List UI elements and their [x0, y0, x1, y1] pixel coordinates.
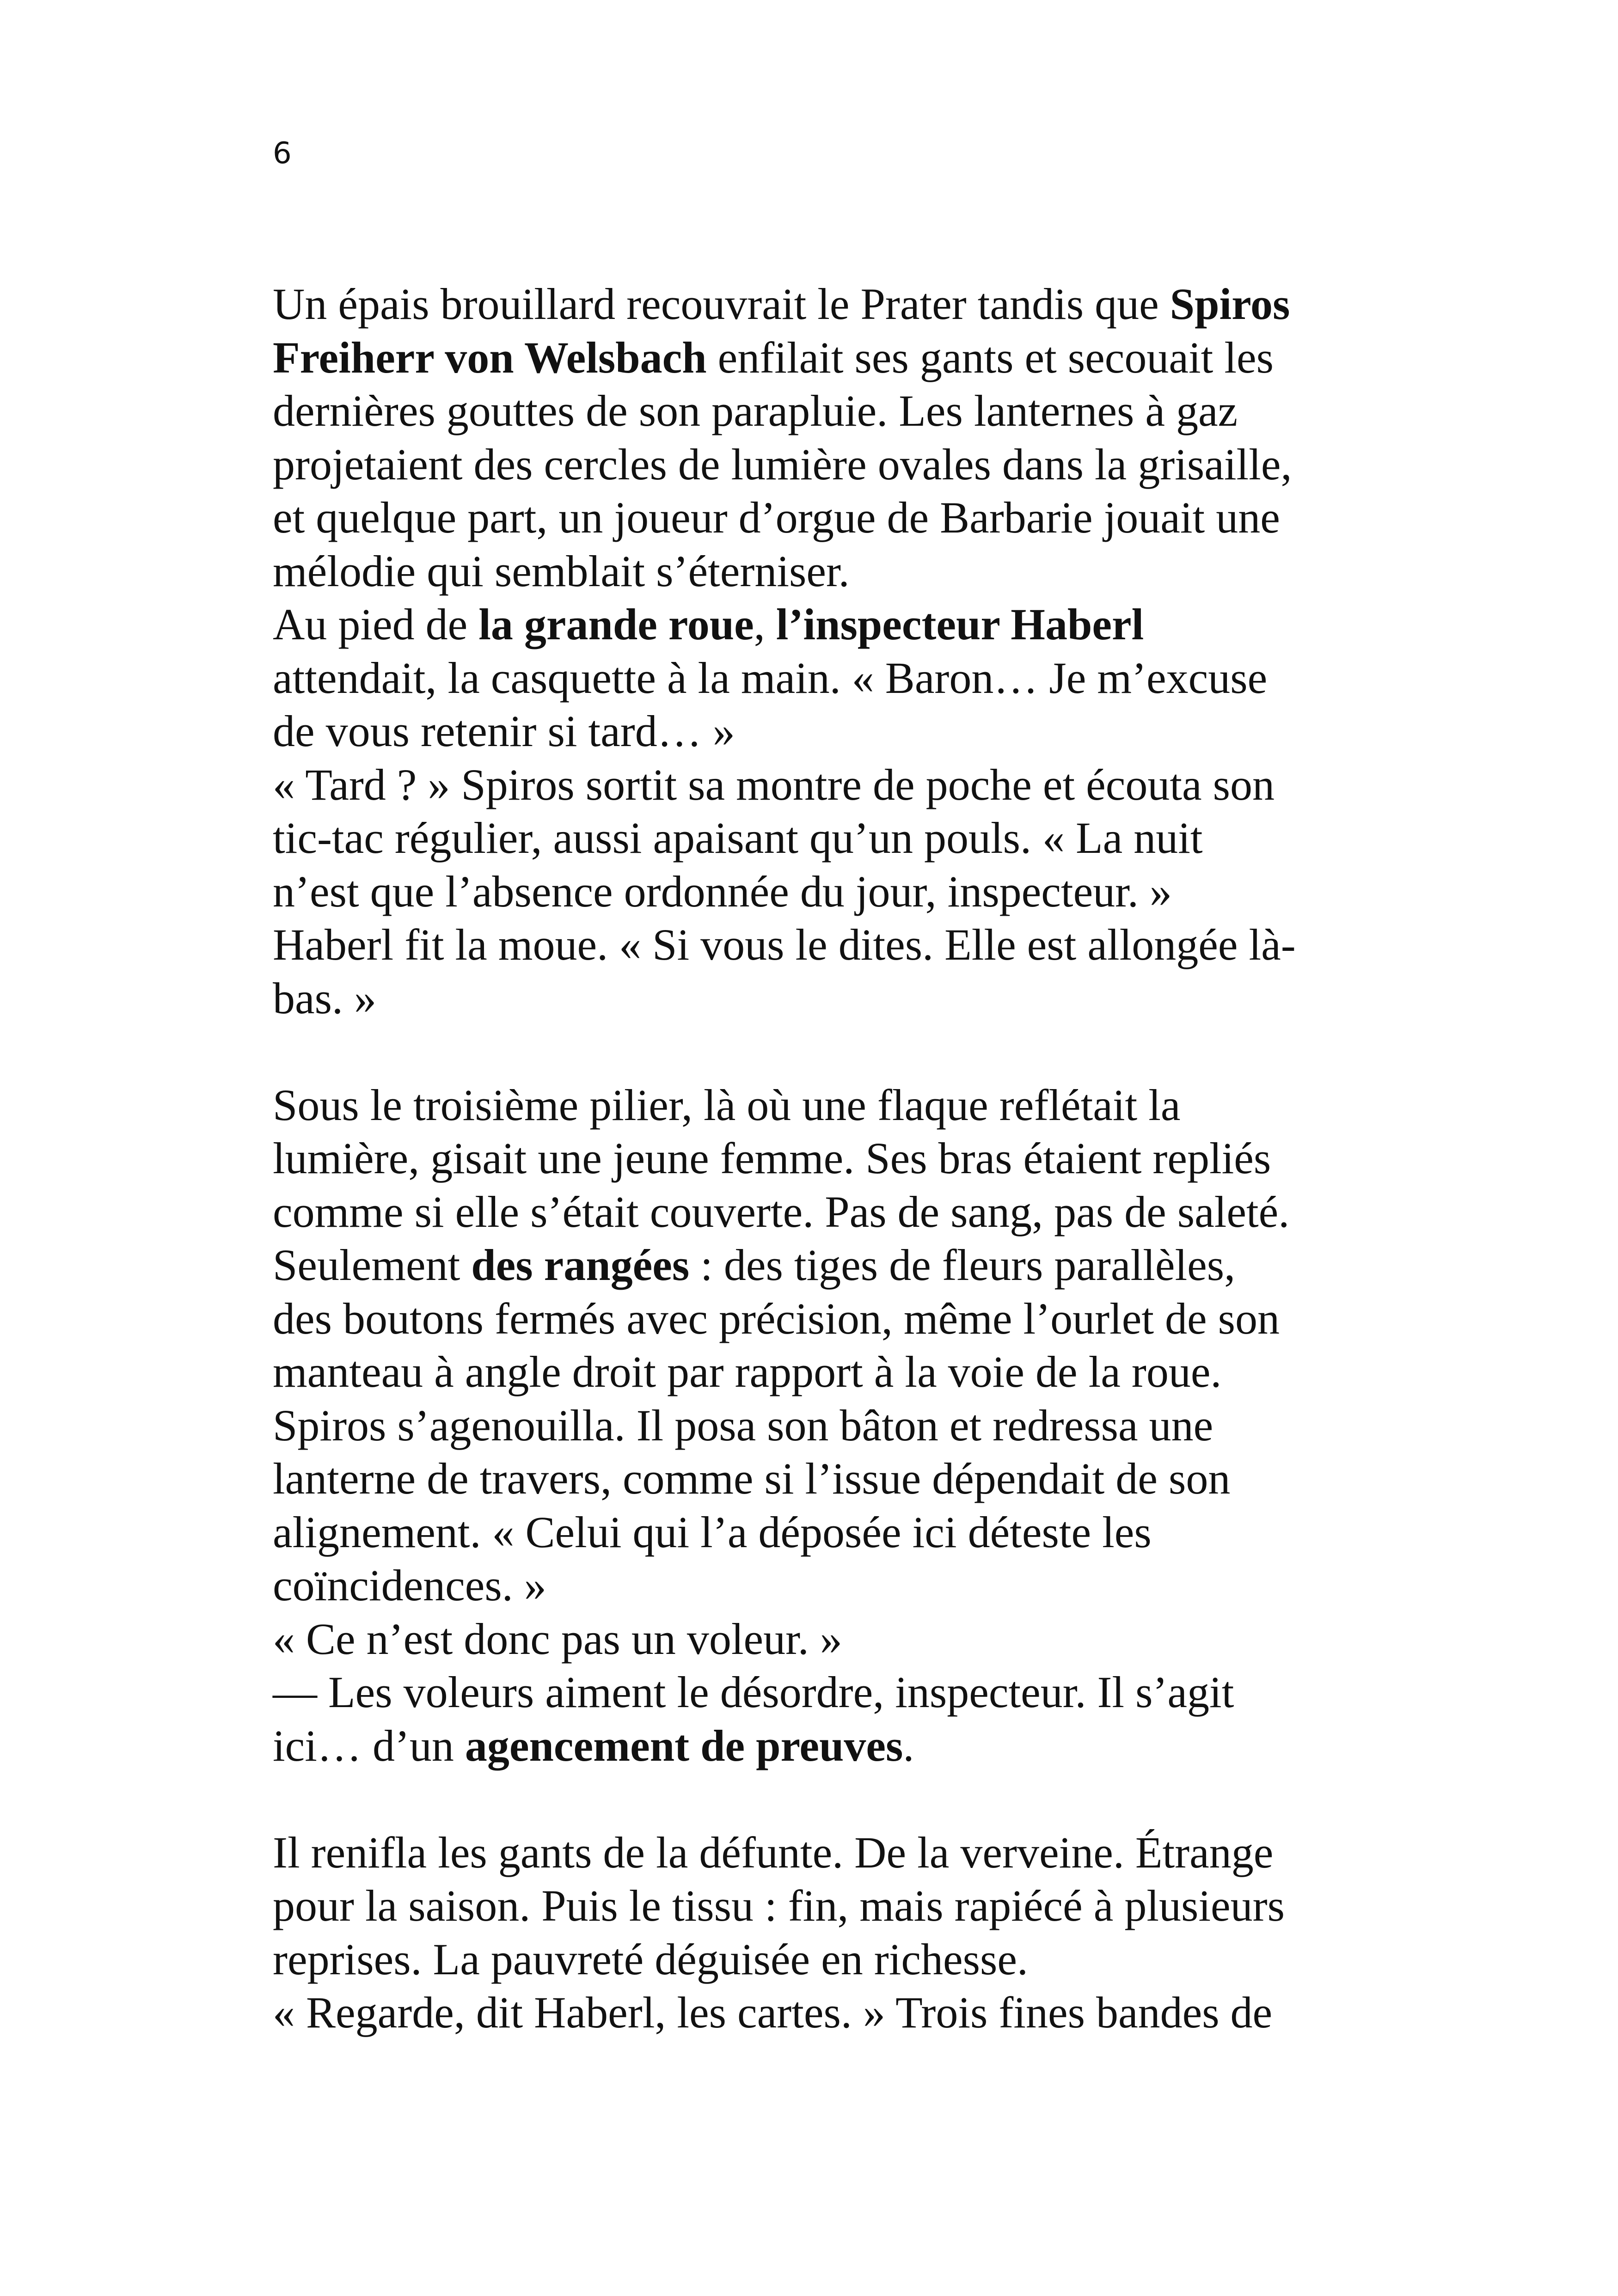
text-span: dernières gouttes de son parapluie. Les lanternes à gaz — [273, 386, 1238, 435]
text-line — [273, 1933, 1359, 1986]
bold-text-span: Spiros — [1170, 279, 1290, 329]
text-line — [273, 865, 1359, 918]
text-span: « Ce n’est donc pas un voleur. » — [273, 1614, 842, 1664]
text-span: comme si elle s’était couverte. Pas de sang, pas de saleté. — [273, 1187, 1290, 1237]
text-span: reprises. La pauvreté déguisée en richesse. — [273, 1934, 1028, 1984]
text-line — [273, 1559, 1359, 1612]
text-span: de vous retenir si tard… » — [273, 706, 735, 756]
text-line — [273, 811, 1359, 865]
text-span: et quelque part, un joueur d’orgue de Barbarie jouait une — [273, 493, 1280, 542]
text-span: coïncidences. » — [273, 1561, 546, 1610]
text-span: des boutons fermés avec précision, même l’ourlet de son — [273, 1293, 1280, 1343]
text-line — [273, 545, 1359, 598]
text-span: n’est que l’absence ordonnée du jour, inspecteur. » — [273, 866, 1172, 916]
paragraph-break — [273, 1025, 1359, 1078]
text-span: Seulement — [273, 1240, 472, 1290]
text-span: lanterne de travers, comme si l’issue dépendait de son — [273, 1454, 1231, 1503]
bold-text-span: l’inspecteur Haberl — [776, 600, 1144, 649]
bold-text-span: la grande roue — [478, 600, 754, 649]
paragraph-break — [273, 1772, 1359, 1826]
text-line — [273, 972, 1359, 1025]
page-number: 6 — [273, 136, 292, 171]
text-line — [273, 1399, 1359, 1452]
text-span: tic-tac régulier, aussi apaisant qu’un pouls. « La nuit — [273, 813, 1203, 863]
text-line — [273, 1185, 1359, 1239]
text-line — [273, 277, 1359, 331]
text-span: projetaient des cercles de lumière ovales dans la grisaille, — [273, 439, 1292, 489]
text-line — [273, 1292, 1359, 1346]
text-line — [273, 1665, 1359, 1719]
text-span: Sous le troisième pilier, là où une flaque reflétait la — [273, 1080, 1181, 1130]
text-line — [273, 704, 1359, 758]
text-line — [273, 491, 1359, 545]
text-span: enfilait ses gants et secouait les — [706, 332, 1274, 382]
text-line — [273, 1612, 1359, 1666]
text-span: bas. » — [273, 973, 376, 1023]
text-span: alignement. « Celui qui l’a déposée ici déteste les — [273, 1507, 1152, 1557]
text-span: ici… d’un — [273, 1720, 465, 1770]
body-text — [273, 277, 1359, 2039]
text-line — [273, 384, 1359, 438]
text-span: Un épais brouillard recouvrait le Prater tandis que — [273, 279, 1170, 329]
text-span: attendait, la casquette à la main. « Baron… Je m’excuse — [273, 653, 1268, 703]
text-span: pour la saison. Puis le tissu : fin, mais rapiécé à plusieurs — [273, 1881, 1285, 1930]
text-line — [273, 438, 1359, 491]
text-line — [273, 1506, 1359, 1559]
text-span: Spiros s’agenouilla. Il posa son bâton et redressa une — [273, 1400, 1214, 1450]
text-span: lumière, gisait une jeune femme. Ses bras étaient repliés — [273, 1133, 1271, 1183]
bold-text-span: des rangées — [471, 1240, 690, 1290]
text-span: , — [754, 600, 776, 649]
text-line — [273, 1132, 1359, 1185]
text-line — [273, 758, 1359, 812]
text-line — [273, 1078, 1359, 1132]
text-line — [273, 918, 1359, 972]
text-line — [273, 1238, 1359, 1292]
text-line — [273, 1986, 1359, 2039]
text-line — [273, 1345, 1359, 1399]
text-span: mélodie qui semblait s’éterniser. — [273, 546, 850, 596]
bold-text-span: agencement de preuves — [465, 1720, 903, 1770]
text-line — [273, 1879, 1359, 1933]
text-line — [273, 1719, 1359, 1773]
text-span: Haberl fit la moue. « Si vous le dites. Elle est allongée là- — [273, 920, 1296, 969]
text-span: : des tiges de fleurs parallèles, — [689, 1240, 1236, 1290]
text-span: « Regarde, dit Haberl, les cartes. » Trois fines bandes de — [273, 1988, 1273, 2037]
text-span: « Tard ? » Spiros sortit sa montre de poche et écouta son — [273, 759, 1275, 809]
text-span: — Les voleurs aiment le désordre, inspecteur. Il s’agit — [273, 1667, 1234, 1717]
text-span: manteau à angle droit par rapport à la voie de la roue. — [273, 1347, 1222, 1396]
text-line — [273, 331, 1359, 385]
text-line — [273, 598, 1359, 651]
text-line — [273, 1826, 1359, 1880]
text-span: Au pied de — [273, 600, 479, 649]
text-line — [273, 651, 1359, 705]
text-line — [273, 1452, 1359, 1506]
text-span: . — [903, 1720, 914, 1770]
bold-text-span: Freiherr von Welsbach — [273, 332, 707, 382]
text-span: Il renifla les gants de la défunte. De la verveine. Étrange — [273, 1827, 1274, 1877]
